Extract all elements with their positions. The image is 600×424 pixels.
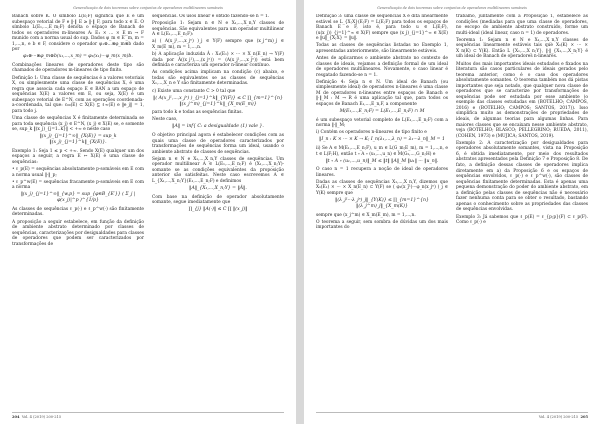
- equation: ‖( A(x_j¹,...,x_jⁿ) )_{j=1}^k‖_{Y(F)} ≤ C ∏_{m=1}^{n} ‖(x_j^m)_{j=1}^k‖_{X_m(E_m)}: [153, 95, 283, 107]
- definition-paragraph: Definição 1: Uma classe de sequências é a valores vetoriais X, ou simplesmente uma classe de sequências X, é uma regra que associa cada espaço E ∈ BAN a um espaço de sequências X(E) a valores em E, ou seja, X(E) é um subespaço vetorial de E^N, com as operações coordenada-a-coordenada, tal que: c₀₀(E) ⊂ X(E) ⊆ ℓ∞(E) e ‖e_j‖ = 1, para todo j.: [12, 75, 144, 114]
- paragraph: Combinações lineares de operadores deste tipo são chamados de operadores m-lineares de tipo finito.: [12, 62, 144, 74]
- equation: ‖I_n : K × ··· × K → K; I_n(λ₁,...,λ_n) = λ₁···λ_n‖_M = 1: [319, 137, 445, 143]
- right-page: [304, 0, 600, 424]
- list-item: b) A aplicação induzida Â : X₁(E₁) × ··· × X_n(E_n) → Y(F) dada por Â((x_j¹),...,(x_jⁿ)) = (A(x_j¹,...,x_jⁿ)) está bem definida e caracteriza um operador n-linear contínuo.: [152, 52, 284, 69]
- equation: ‖A‖_{X₁,...,X_n;Y} = ‖Â‖.: [189, 186, 247, 192]
- list-item: • ℓ_p^w(E) = sequências fracamente p-somáveis em E com a norma: [12, 179, 144, 191]
- list-item: • ℓ_p(E) = sequências absolutamente p-somáveis em E com a norma usual ‖·‖_p;: [12, 167, 144, 178]
- page-number: 205: [580, 415, 588, 419]
- page-footer: [12, 415, 284, 419]
- page-footer: [316, 415, 588, 419]
- right-column-1: [316, 14, 448, 410]
- list-item: c) Existe uma constante C > 0 tal que: [152, 88, 236, 94]
- running-head: Generalização de dois teoremas sobre conjuntos de operadores multilineares somáveis: [377, 6, 527, 10]
- paragraph: para todo k e todas as sequências finitas.: [152, 110, 243, 116]
- definition-paragraph: Definição 4: Seja n ∈ N. Um ideal de Banach (ou simplesmente ideal) de operadores n-lineares é uma classe M de operadores n-lineares entre espaços de Banach e ‖·‖_M : M → R é uma aplicação tal que, para todos os espaços de Banach E₁,...,E_n,F, a componente: [316, 79, 448, 107]
- paragraph: Dadas as classes de sequências X₁,...,X_n,Y, dizemos que X₁(E₁) × ··· × X_n(E_n) ⊂ Y(F) se ( φ₁(x_j¹)···φ_n(x_jⁿ) )_j ∈ Y(K) sempre que: [316, 179, 448, 196]
- list-item: ii) Se A ∈ M(E₁,...,E_n;F), u_m ∈ L(G_m;E_m), m = 1,...,n, e t ∈ L(F;H), então t ∘ A ∘ (u₁,...,u_n) ∈ M(G₁,...,G_n;H) e: [316, 145, 448, 157]
- paragraph: Sejam n ∈ N e X₁,...,X_n,Y classes de sequências. Um operador multilinear A ∈ L(E₁,...,E_n;F) é (X₁,...,X_n;Y)-somante se as condições equivalentes da proposição anterior são satisfeitas. Neste caso escrevemos A ∈ L_{X₁,...,X_n;Y}(E₁,...,E_n;F) e definimos: [152, 156, 284, 184]
- equation: ‖(λ_j¹···λ_jⁿ)_j‖_{Y(K)} ≤ ∏_{m=1}^{n} ‖(λ_j^m)_j‖_{X_m(K)}: [335, 198, 429, 210]
- equation: ‖(x_j)_{j=1}^∞‖_{X(E)} = sup_k ‖(x_j)_{j=1}^k‖_{X(E)}.: [39, 134, 117, 146]
- paragraph: Com base na definição de operador absolutamente somante, segue imediatamente que: [152, 194, 284, 206]
- paragraph: sempre que (x_j^m) ∈ X_m(E_m), m = 1,...,n.: [316, 212, 416, 218]
- journal-info: Vol. 4 (2019) 200-215: [538, 415, 579, 419]
- paragraph: As classes de sequências ℓ_p(·) e ℓ_p^w(·) são finitamente determinadas.: [12, 206, 144, 218]
- example-paragraph: Exemplo 2: A caracterização por desigualdades para operadores absolutamente somantes, vista na Proposição 6, é obtida imediatamente, por meio dos resultados abstratos apresentados pela Definição 7 e Proposição 8. De fato, a definição dessas classes de operadores implica diretamente em a) da Proposição 6 e os espaços de sequências envolvidos, ℓ_p(·) e ℓ_p^w(·), são classes de sequências finitamente determinadas. Esta é apenas uma pequena demonstração do poder do ambiente abstrato, em a definição pelas classes de sequências não é necessário fazer nenhuma conta para se obter o resultado, bastando apenas o conhecimento sobre as propriedades das classes de sequências envolvidas.: [456, 140, 588, 213]
- paragraph: Neste caso,: [152, 117, 178, 123]
- example-paragraph: Exemplo 3: Já sabemos que ℓ_p(E) = ℓ_{p;p}(F) ⊂ ℓ_p(F). Como ℓ_p(·) e: [456, 214, 588, 226]
- example-paragraph: Exemplo 1: Seja 1 ≤ p < +∞. Sendo X(E) qualquer um dos espaços a seguir, a regra E ↦ X(E) é uma classe de sequências:: [12, 148, 144, 165]
- equation: ∏_{j} ‖A(·)‖ ≤ C ∏ ‖(x_j)‖: [188, 207, 248, 213]
- left-column-1: [12, 14, 144, 410]
- proposition-paragraph: Proposição 1: Sejam n ∈ N e X₁,...,X_n,Y classes de sequências. São equivalentes para um operador multilinear A ∈ L(E₁,...,E_n;F):: [152, 21, 284, 38]
- paragraph: Banach sobre K. O símbolo L(E;F) significa que E é um subespaço vetorial de F e ‖·‖_E ≥ ‖·‖_F, para todo x ∈ E. O símbolo L(E₁,...,E_m;F) denota o espaço de Banach de todos os operadores m-lineares A: E₁ × ... × E_m → F munido com a norma usual do sup. Dados φ_m ∈ E′_m, m = 1,...,n, e b ∈ F, considere o operador φ₁⊗...⊗φ_m⊗b dado por: [12, 14, 144, 53]
- paragraph: O objetivo principal agora é estabelecer condições com as quais uma classe de operadores caracterizados por transformações de sequências forma um ideal, usando o ambiente abstrato de classes de sequências.: [152, 132, 284, 155]
- left-page: [0, 0, 296, 424]
- theorem-paragraph: Teorema 1: Sejam n ∈ N e X₁,...,X_n,Y classes de sequências linearmente estáveis tais que X₁(K) × ··· × X_n(K) ⊂ Y(K). Então L_{X₁,...,X_n;Y}, ‖·‖_{X₁,...,X_n;Y} é um ideal de Banach de operadores n-lineares.: [456, 37, 588, 60]
- paragraph: é um subespaço vetorial completo de L(E₁,...,E_n;F) com a norma ‖·‖_M;: [316, 117, 448, 129]
- running-head: Generalização de dois teoremas sobre conjuntos de operadores multilineares somáveis: [73, 6, 223, 10]
- paragraph: A proposição a seguir estabelece, em função da definição de ambiente abstrato determinado por classes de sequências, caracterizações por desigualdades para classes de operadores que podem ser caracterizados por transformações de: [12, 219, 144, 247]
- right-column-2: [456, 14, 588, 410]
- footer-rule: [12, 412, 284, 413]
- left-column-2: [152, 14, 284, 410]
- paragraph: O teorema a seguir, sem sombra de dúvidas um dos mais importantes do: [316, 219, 448, 231]
- list-item: a) ( A(x_j¹,...,x_jⁿ) )_j ∈ Y(F) sempre que (x_j^m)_j ∈ X_m(E_m), m = 1,...,n.: [152, 39, 284, 50]
- paragraph: trabalho, juntamente com a Proposição 1, estabelece as condições (mediadas para que uma classe de operadores, no escopo do ambiente abstrato construído, forme um multi-ideal (ideal linear, caso n = 1) de operadores.: [456, 14, 588, 36]
- footer-rule: [316, 412, 588, 413]
- paragraph: Todas as classes de sequências listadas no Exemplo 1, apresentadas anteriormente, são linearmente estáveis.: [316, 43, 448, 54]
- paragraph: O caso n = 1 recupera a noção de ideal de operadores lineares.: [316, 167, 448, 178]
- equation: M(E₁,...,E_n;F) = L(E₁,...,E_n;F) ∩ M: [339, 109, 425, 115]
- paragraph: sequências. Os usos linear é obtido fazendo-se n = 1.: [152, 14, 270, 19]
- page-number: 204: [12, 415, 20, 419]
- list-item: i) Contém os operadores n-lineares de tipo finito e: [316, 130, 427, 136]
- paragraph: Antes de aplicarmos o ambiente abstrato no contexto de classes de ideais, vejamos a definição formal de um ideal de operadores multilineares. Novamente, o caso linear é resgatado fazendo-se n = 1.: [316, 56, 448, 78]
- equation: ‖t ∘ A ∘ (u₁,...,u_n)‖_M ≤ ‖t‖ ‖A‖_M ‖u₁‖ ··· ‖u_n‖.: [325, 158, 439, 164]
- paragraph: Uma classe de sequências X é finitamente determinada se para toda sequência (x_j) ∈ E^N, (x_j) ∈ X(E) se, e somente se, sup_k ‖(x_j)_{j=1..k}‖ < +∞ e neste caso: [12, 116, 144, 133]
- equation: ‖(x_j)_{j=1}^∞‖_{w,p} = sup_{φ∈B_{E′}} ( Σ_j |φ(x_j)|^p )^{1/p}: [20, 192, 136, 204]
- equation: φ₁⊗···⊗φ_m⊗b(x₁,...,x_m) = φ₁(x₁)···φ_m(x_m)b.: [23, 54, 133, 60]
- journal-info: Vol. 4 (2019) 200-215: [21, 415, 62, 419]
- definition-paragraph: Definição 3: uma classe de sequências X é dita linearmente estável se L_{X;X}(E;F) = L(E;F) para todos os espaços de Banach E e F, isto é, para todo u ∈ L(E;F), (u(x_j))_{j=1}^∞ ∈ X(F) sempre que (x_j)_{j=1}^∞ ∈ X(E) e ‖u‖_{X;X} = ‖u‖.: [316, 14, 448, 42]
- paragraph: As condições acima implicam na condição (c) abaixo, e todas são equivalentes se as classes de sequências X₁,...,X_n e Y são finitamente determinadas.: [152, 70, 284, 87]
- paragraph: Muitos dos mais importantes ideais estudados e fixados na literatura são casos particulares de ideais gerados pelo teorema anterior, como é o caso dos operadores absolutamente somantes. O teorema também nos dá pistas importantes que seja notado, que qualquer nova classe de operadores que se caracterize por transformações de sequências pode ser estudada por esse ambiente (o exemplo das classes estudadas em (BOTELHO; CAMPOS, 2016) e (BOTELHO; CAMPOS; SANTOS, 2017)). Isso simplifica muito as demonstrações de propriedades de ideais, de algumas teorias para algumas linhas. Para maiores classes que se encaixam nesse ambiente abstrato, veja (BOTELHO; BLASCO; PELLEGRINO; RUEDA, 2011), (COHEN, 1973) e (MUJICA; SANTOS, 2019).: [456, 61, 588, 139]
- equation: ‖A‖ = inf{ C: a desigualdade (1) vale }.: [172, 124, 264, 130]
